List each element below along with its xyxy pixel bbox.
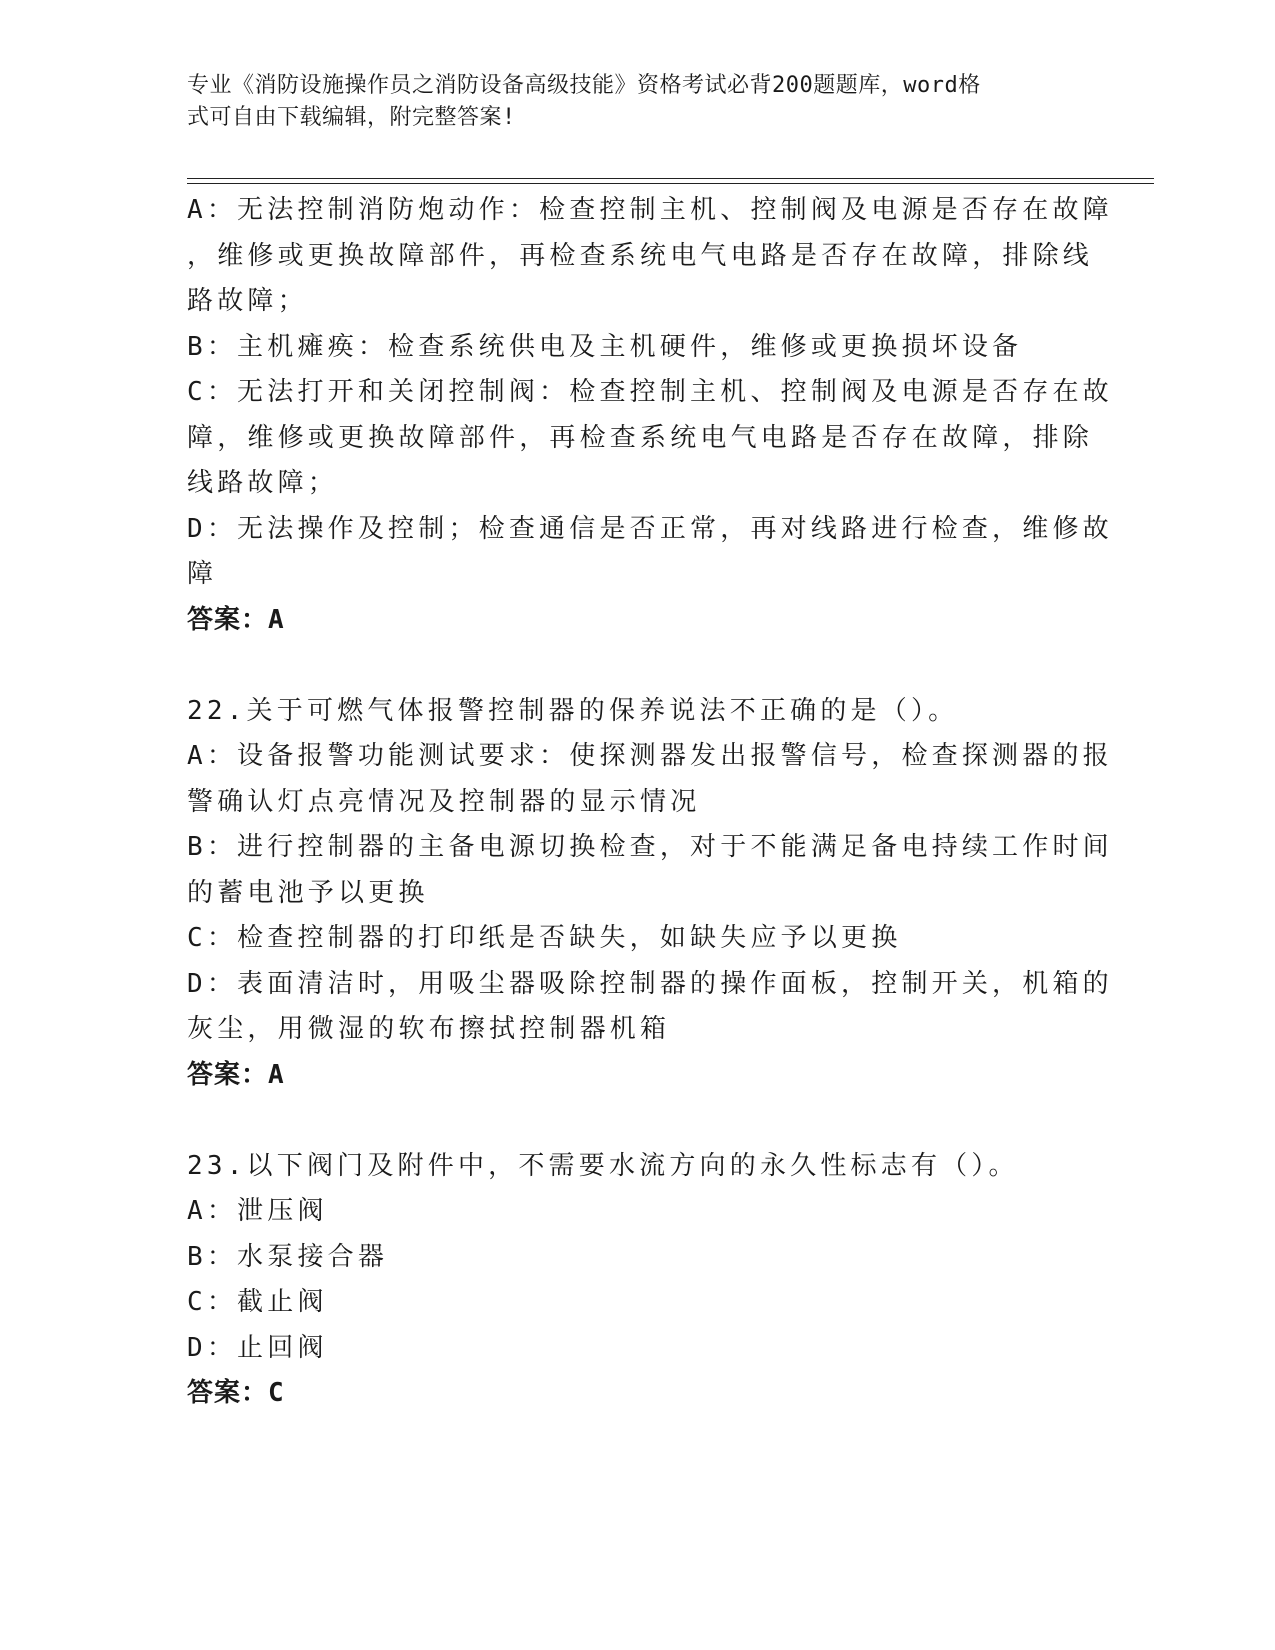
question-22 — [187, 689, 1113, 1099]
header-line-1: 专业《消防设施操作员之消防设备高级技能》资格考试必背200题题库，word格 — [187, 73, 981, 98]
q23-option-d: D：止回阀 — [187, 1332, 328, 1363]
q22-option-c-line-1: C：检查控制器的打印纸是否缺失，如缺失应予以更换 — [187, 923, 902, 953]
q22-option-a — [187, 734, 1113, 825]
question-content — [187, 188, 1113, 1417]
q21-option-a-line-2: ，维修或更换故障部件，再检查系统电气电路是否存在故障，排除线 — [187, 240, 1094, 271]
q21-option-c — [187, 370, 1113, 507]
q21-option-b — [187, 325, 1077, 371]
q23-option-a: A：泄压阀 — [187, 1196, 328, 1226]
q21-option-d — [187, 507, 1113, 598]
q22-option-a-line-2: 警确认灯点亮情况及控制器的显示情况 — [187, 786, 701, 817]
spacer — [187, 1098, 1077, 1144]
q22-option-d-line-1: D：表面清洁时，用吸尘器吸除控制器的操作面板，控制开关，机箱的 — [187, 968, 1113, 999]
header-rule-bottom — [187, 183, 1154, 184]
q22-option-d-line-2: 灰尘，用微湿的软布擦拭控制器机箱 — [187, 1014, 671, 1044]
q22-option-d — [187, 962, 1113, 1053]
header-line-2: 式可自由下载编辑，附完整答案! — [187, 105, 516, 130]
question-23 — [187, 1144, 1077, 1417]
header-rule-top — [187, 178, 1154, 179]
q22-option-b-line-2: 的蓄电池予以更换 — [187, 877, 429, 908]
q22-option-a-line-1: A：设备报警功能测试要求：使探测器发出报警信号，检查探测器的报 — [187, 741, 1113, 771]
q22-stem: 22.关于可燃气体报警控制器的保养说法不正确的是（）。 — [187, 695, 959, 726]
q23-stem: 23.以下阀门及附件中，不需要水流方向的永久性标志有（）。 — [187, 1150, 1019, 1181]
q21-answer: 答案：A — [187, 604, 285, 635]
q21-option-a-line-1: A：无法控制消防炮动作：检查控制主机、控制阀及电源是否存在故障 — [187, 195, 1113, 225]
q23-option-c: C：截止阀 — [187, 1287, 328, 1317]
q23-option-b: B：水泵接合器 — [187, 1241, 389, 1272]
q21-option-d-line-1: D：无法操作及控制；检查通信是否正常，再对线路进行检查，维修故 — [187, 513, 1113, 544]
document-header — [187, 70, 1067, 134]
spacer — [187, 643, 1077, 689]
question-21 — [187, 188, 1113, 643]
q21-option-c-line-2: 障，维修或更换故障部件，再检查系统电气电路是否存在故障，排除 — [187, 422, 1094, 453]
q21-option-c-line-1: C：无法打开和关闭控制阀：检查控制主机、控制阀及电源是否存在故 — [187, 377, 1113, 407]
q22-option-b-line-1: B：进行控制器的主备电源切换检查，对于不能满足备电持续工作时间 — [187, 832, 1113, 862]
q21-option-a — [187, 188, 1113, 325]
q22-option-b — [187, 825, 1113, 916]
q21-option-b-line-1: B：主机瘫痪：检查系统供电及主机硬件，维修或更换损坏设备 — [187, 331, 1023, 362]
q21-option-d-line-2: 障 — [187, 559, 218, 589]
q22-answer: 答案：A — [187, 1059, 285, 1090]
q22-option-c — [187, 916, 1077, 962]
q21-option-c-line-3: 线路故障； — [187, 468, 339, 498]
q21-option-a-line-3: 路故障； — [187, 286, 308, 316]
q23-answer: 答案：C — [187, 1378, 285, 1408]
